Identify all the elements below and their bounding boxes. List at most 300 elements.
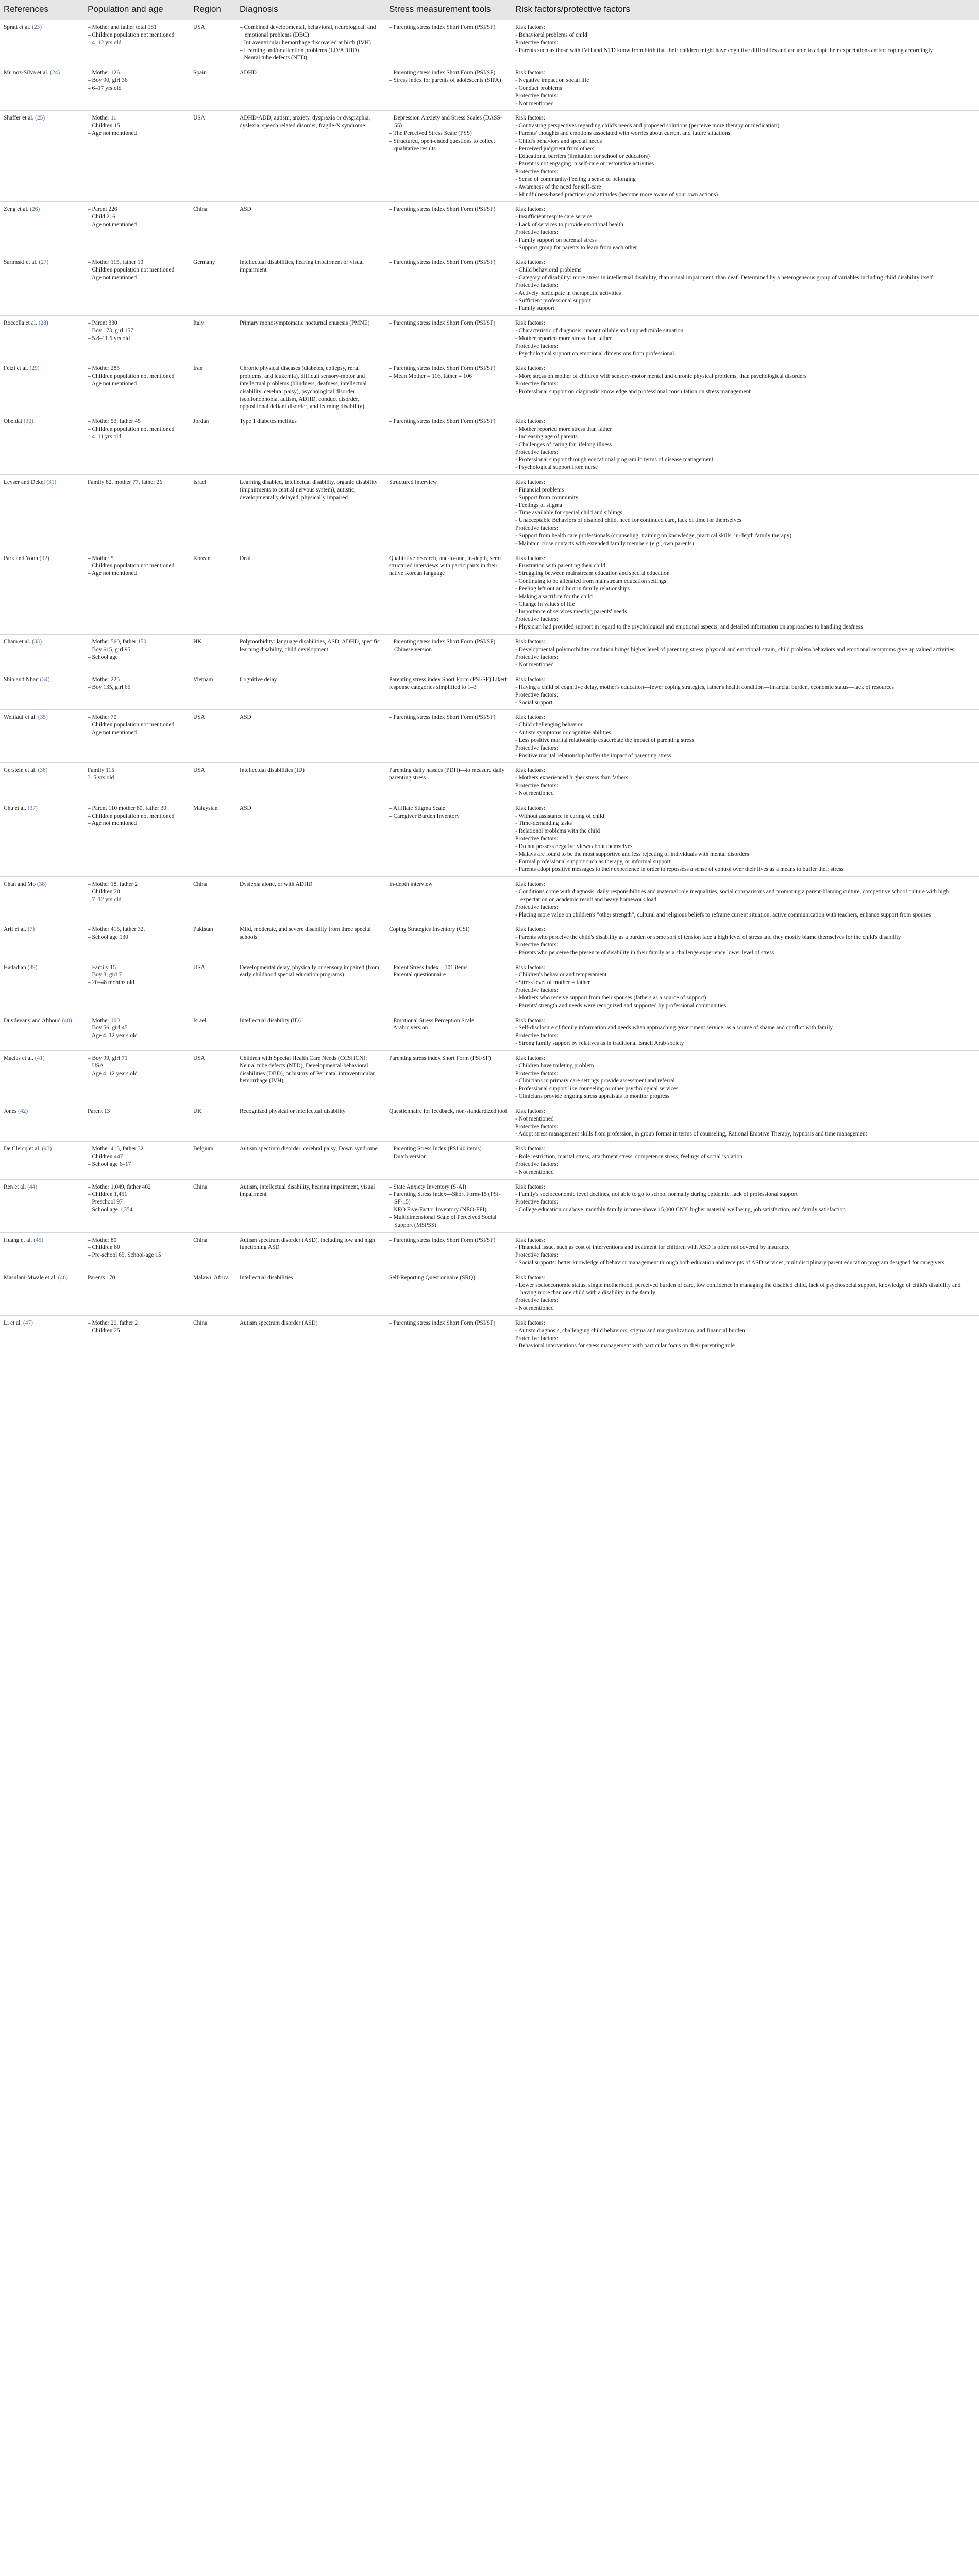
- diagnosis-item: Intellectual disability (ID): [240, 1017, 301, 1024]
- table-row: [0, 1232, 979, 1270]
- factor-item: - College education or above, monthly family income above 15,000 CNY, higher material wellbeing, job satisfaction, and family satisfaction: [515, 1206, 975, 1214]
- factor-item: - Mothers experienced higher stress than fathers: [515, 774, 975, 782]
- cell-reference: [0, 316, 84, 361]
- factor-item: - Clinicians in primary care settings provide assessment and referral: [515, 1077, 975, 1085]
- factor-heading: Protective factors:: [515, 92, 559, 99]
- population-item: – 4–12 yrs old: [88, 39, 186, 47]
- cell-diagnosis: [236, 414, 385, 475]
- diagnosis-item: Deaf: [240, 555, 251, 562]
- factor-item: - Lack of services to provide emotional health: [515, 221, 975, 229]
- factor-item: - Positive marital relationship buffer the impact of parenting stress: [515, 752, 975, 760]
- cell-reference: [0, 1179, 84, 1232]
- cell-population: [84, 1104, 190, 1141]
- cell-region: Vietnam: [190, 672, 236, 710]
- factor-item: - Professional support through educational program in terms of disease management: [515, 456, 975, 464]
- factor-heading: Protective factors:: [515, 1032, 559, 1039]
- factor-item: - Not mentioned: [515, 790, 975, 798]
- cell-diagnosis: [236, 1013, 385, 1050]
- factor-item: - Child behavioral problems: [515, 266, 975, 274]
- factor-item: - Perceived judgment from others: [515, 145, 975, 153]
- cell-population: [84, 1232, 190, 1270]
- cell-reference: [0, 111, 84, 202]
- factor-heading: Protective factors:: [515, 904, 559, 910]
- reference-link[interactable]: (45): [33, 1236, 44, 1243]
- population-item: – Children 80: [88, 1244, 186, 1251]
- population-item: – Mother 11: [88, 114, 186, 122]
- factor-heading: Protective factors:: [515, 1161, 559, 1167]
- factor-heading: Risk factors:: [515, 259, 545, 266]
- population-item: – Mother 285: [88, 365, 186, 372]
- table-row: [0, 710, 979, 763]
- reference-author: Shaffer et al.: [4, 115, 34, 122]
- cell-region: Korean: [190, 551, 236, 634]
- cell-tools: [385, 801, 512, 876]
- factor-item: - Malays are found to be the most supportive and less rejecting of individuals with mental disorders: [515, 851, 975, 858]
- cell-tools: [385, 763, 512, 801]
- cell-population: [84, 551, 190, 634]
- table-row: [0, 1179, 979, 1232]
- cell-diagnosis: [236, 65, 385, 111]
- factor-item: - Mothers who receive support from their spouses (fathers as a source of support): [515, 994, 975, 1002]
- cell-region: Germany: [190, 255, 236, 316]
- reference-link[interactable]: (33): [32, 638, 42, 645]
- reference-link[interactable]: (29): [29, 365, 40, 372]
- cell-tools: [385, 877, 512, 922]
- population-item: – Mother and father total 181: [88, 24, 186, 31]
- cell-factors: [512, 1013, 979, 1050]
- tool-item: – The Perceived Stress Scale (PSS): [389, 130, 508, 138]
- population-item: – Family 15: [88, 964, 186, 972]
- tool-item: – Parent Stress Index—101 items: [389, 964, 508, 972]
- tool-item: – State Anxiety Inventory (S-AI): [389, 1183, 508, 1191]
- factor-item: - Financial issue, such as cost of interventions and treatment for children with ASD is often not covered by insurance: [515, 1244, 975, 1251]
- factor-heading: Protective factors:: [515, 282, 559, 289]
- population-item: – Mother 18, father 2: [88, 880, 186, 888]
- table-row: [0, 1270, 979, 1315]
- population-item: – Children 25: [88, 1327, 186, 1335]
- population-item: – Mother 560, father 150: [88, 638, 186, 646]
- table-row: [0, 763, 979, 801]
- table-header: [0, 0, 979, 20]
- cell-region: Iran: [190, 361, 236, 414]
- tool-item: Parenting daily hassles (PDH)—to measure daily parenting stress: [389, 767, 505, 782]
- reference-author: Hadadian: [4, 964, 26, 971]
- reference-link[interactable]: (43): [42, 1146, 52, 1153]
- cell-tools: [385, 1104, 512, 1141]
- factor-item: - Feelings of stigma: [515, 502, 975, 510]
- reference-link[interactable]: (28): [38, 320, 48, 327]
- cell-diagnosis: [236, 1270, 385, 1315]
- cell-reference: [0, 801, 84, 876]
- factor-item: - Support group for parents to learn from each other: [515, 244, 975, 252]
- tool-item: – Parenting stress index Short Form (PSI/SF): [389, 259, 508, 266]
- cell-region: USA: [190, 1050, 236, 1104]
- cell-factors: [512, 1232, 979, 1270]
- diagnosis-item: Developmental delay, physically or sensory impaired (from early childhood special education programs): [240, 964, 379, 978]
- header-diagnosis: Diagnosis: [236, 0, 385, 20]
- population-item: Parent 13: [88, 1108, 110, 1114]
- cell-factors: [512, 20, 979, 65]
- cell-population: [84, 634, 190, 672]
- factor-item: - Autism diagnosis, challenging child behaviors, stigma and marginalization, and financial burden: [515, 1327, 975, 1335]
- factor-item: - Clinicians provide ongoing stress appraisals to monitor progress: [515, 1093, 975, 1100]
- tool-item: – NEO Five-Factor Inventory (NEO-FFI): [389, 1206, 508, 1214]
- factor-heading: Risk factors:: [515, 1017, 545, 1024]
- population-item: – Mother 70: [88, 714, 186, 721]
- cell-tools: [385, 710, 512, 763]
- factor-item: - Mindfulness-based practices and attitudes (become more aware of your own actions): [515, 191, 975, 199]
- factor-heading: Protective factors:: [515, 343, 559, 349]
- reference-link[interactable]: (38): [37, 881, 47, 888]
- cell-reference: [0, 1315, 84, 1353]
- population-item: – Children population not mentioned: [88, 562, 186, 570]
- reference-author: Park and Yoon: [4, 555, 38, 562]
- population-item: – Boy 135, girl 65: [88, 684, 186, 691]
- cell-diagnosis: [236, 922, 385, 960]
- cell-diagnosis: [236, 255, 385, 316]
- factor-heading: Protective factors:: [515, 1070, 559, 1077]
- factor-item: - Awareness of the need for self-care: [515, 183, 975, 191]
- diagnosis-item: Autism spectrum disorder, cerebral palsy, Down syndrome: [240, 1146, 378, 1153]
- cell-region: China: [190, 1315, 236, 1353]
- reference-link[interactable]: (32): [39, 555, 49, 562]
- cell-factors: [512, 65, 979, 111]
- factor-item: - Children have toileting problem: [515, 1062, 975, 1070]
- tool-item: Parenting stress index Short Form (PSI/SF): [389, 1055, 491, 1061]
- tool-item: – Multidimensional Scale of Perceived Social Support (MSPSS): [389, 1214, 508, 1229]
- reference-link[interactable]: (23): [32, 24, 42, 31]
- cell-region: Malaysian: [190, 801, 236, 876]
- tool-item: – Parenting stress index Short Form (PSI/SF): [389, 69, 508, 77]
- table-row: [0, 361, 979, 414]
- tool-item: – Parenting Stress Index—Short Form-15 (PSI-SF-15): [389, 1191, 508, 1206]
- table-row: [0, 20, 979, 65]
- population-item: – 5.8–11.6 yrs old: [88, 335, 186, 343]
- diagnosis-item: – Neural tube defects (NTD): [240, 54, 382, 62]
- cell-diagnosis: [236, 202, 385, 255]
- tool-item: – Mean Mother = 116, father = 106: [389, 372, 508, 380]
- reference-link[interactable]: (44): [27, 1183, 38, 1190]
- tool-item: – Parenting stress index Short Form (PSI/SF): [389, 365, 508, 372]
- cell-tools: [385, 475, 512, 551]
- table-row: [0, 672, 979, 710]
- diagnosis-item: Type 1 diabetes mellitus: [240, 418, 297, 425]
- cell-factors: [512, 763, 979, 801]
- reference-link[interactable]: (24): [50, 70, 60, 76]
- cell-population: [84, 361, 190, 414]
- cell-diagnosis: [236, 111, 385, 202]
- population-item: – Preschool 97: [88, 1198, 186, 1206]
- reference-link[interactable]: (34): [40, 676, 50, 683]
- factor-heading: Protective factors:: [515, 942, 559, 948]
- factor-item: - Conditions come with diagnosis, daily responsibilities and maternal role inequalities, social comparisons and promoting a parent-blaming culture, competitive school culture with high expectation on academic result and heavy homework load: [515, 888, 975, 904]
- tool-item: – Emotional Stress Perception Scale: [389, 1017, 508, 1025]
- cell-factors: [512, 877, 979, 922]
- population-item: – 6–17 yrs old: [88, 84, 186, 92]
- population-item: – Children 1,451: [88, 1191, 186, 1198]
- population-item: – Age not mentioned: [88, 570, 186, 578]
- factor-item: - Sense of community/Feeling a sense of belonging: [515, 176, 975, 183]
- cell-population: [84, 922, 190, 960]
- factor-item: - Social supports: better knowledge of behavior management through both education and receipts of ASD services, multidisciplinary parent education program designed for caregivers: [515, 1259, 975, 1267]
- factor-item: - Parents such as those with IVH and NTD know from birth that their children might have cognitive difficulties and are able to adapt their expectations and/or coping accordingly: [515, 47, 975, 55]
- diagnosis-item: Autism spectrum disorder (ASD): [240, 1319, 318, 1326]
- diagnosis-item: ASD: [240, 206, 251, 213]
- cell-reference: [0, 361, 84, 414]
- cell-region: HK: [190, 634, 236, 672]
- population-item: – School age: [88, 654, 186, 662]
- cell-region: USA: [190, 111, 236, 202]
- tool-item: – Parenting Stress Index (PSI 40 items): [389, 1145, 508, 1153]
- diagnosis-item: Children with Special Health Care Needs (CCSHCN): Neural tube defects (NTD), Developmental-behavioral disabilities (DBD), or history of Perinatal intraventricular hemorrhage (IVH): [240, 1055, 375, 1084]
- population-item: – Child 216: [88, 213, 186, 221]
- tool-item: – Structured, open-ended questions to collect qualitative results: [389, 138, 508, 153]
- table-row: [0, 414, 979, 475]
- table-row: [0, 960, 979, 1013]
- reference-link[interactable]: (26): [30, 206, 40, 213]
- diagnosis-item: – Combined developmental, behavioral, neurological, and emotional problems (DBC): [240, 24, 382, 39]
- cell-diagnosis: [236, 361, 385, 414]
- cell-factors: [512, 922, 979, 960]
- cell-factors: [512, 634, 979, 672]
- cell-reference: [0, 475, 84, 551]
- population-item: – Children population not mentioned: [88, 266, 186, 274]
- cell-reference: [0, 922, 84, 960]
- factor-item: - Sufficient professional support: [515, 297, 975, 305]
- cell-factors: [512, 1315, 979, 1353]
- reference-author: Mu noz-Silva et al.: [4, 70, 49, 76]
- factor-heading: Protective factors:: [515, 654, 559, 660]
- factor-heading: Protective factors:: [515, 39, 559, 46]
- reference-link[interactable]: (30): [23, 418, 33, 425]
- factor-item: - Child challenging behavior: [515, 721, 975, 729]
- population-item: – Boy 8, girl 7: [88, 971, 186, 979]
- tool-item: – Dutch version: [389, 1153, 508, 1161]
- cell-tools: [385, 1050, 512, 1104]
- factor-heading: Risk factors:: [515, 1319, 545, 1326]
- cell-factors: [512, 414, 979, 475]
- cell-reference: [0, 202, 84, 255]
- cell-factors: [512, 1270, 979, 1315]
- cell-diagnosis: [236, 1050, 385, 1104]
- cell-reference: [0, 414, 84, 475]
- cell-reference: [0, 551, 84, 634]
- reference-author: Chan and Mo: [4, 881, 36, 888]
- factor-item: - Support from health care professionals (counseling, training on knowledge, practical skills, in-depth family therapy): [515, 532, 975, 540]
- factor-item: - Psychological support on emotional dimensions from professional.: [515, 350, 975, 358]
- population-item: Parents 170: [88, 1274, 115, 1281]
- factor-heading: Protective factors:: [515, 1297, 559, 1304]
- tool-item: Qualitative research, one-to-one, in-depth, semi structured interviews with participants in their native Korean language: [389, 555, 501, 577]
- cell-region: Spain: [190, 65, 236, 111]
- diagnosis-item: ADHD: [240, 70, 257, 76]
- tool-item: Questionnaire for feedback, non-standardized tool: [389, 1108, 507, 1114]
- diagnosis-item: Polymorbidity: language disabilities, ASD, ADHD, specific learning disability, child development: [240, 638, 380, 653]
- population-item: – Age not mentioned: [88, 729, 186, 737]
- factor-heading: Risk factors:: [515, 479, 545, 486]
- reference-author: Weitlauf et al.: [4, 714, 37, 721]
- tool-item: – Parenting stress index Short Form (PSI/SF): [389, 319, 508, 327]
- population-item: – School age 6–17: [88, 1161, 186, 1168]
- population-item: – Age not mentioned: [88, 274, 186, 282]
- cell-population: [84, 111, 190, 202]
- population-item: – Mother 225: [88, 676, 186, 684]
- cell-reference: [0, 877, 84, 922]
- population-item: – Age not mentioned: [88, 380, 186, 388]
- population-item: – Mother 126: [88, 69, 186, 77]
- population-item: – Age 4–12 years old: [88, 1070, 186, 1078]
- factor-item: - Time-demanding tasks: [515, 820, 975, 827]
- population-item: – Pre-school 65, School-age 15: [88, 1251, 186, 1259]
- header-tools: Stress measurement tools: [385, 0, 512, 20]
- reference-link[interactable]: (7): [27, 926, 35, 933]
- factor-heading: Risk factors:: [515, 1236, 545, 1243]
- table-row: [0, 634, 979, 672]
- reference-author: Li et al.: [4, 1319, 22, 1326]
- cell-diagnosis: [236, 1142, 385, 1179]
- cell-tools: [385, 202, 512, 255]
- population-item: – Mother 20, father 2: [88, 1319, 186, 1327]
- cell-population: [84, 763, 190, 801]
- factor-item: - Insufficient respite care service: [515, 213, 975, 221]
- reference-author: Huang et al.: [4, 1236, 32, 1243]
- cell-population: [84, 1013, 190, 1050]
- reference-link[interactable]: (46): [58, 1274, 68, 1281]
- population-item: Family 115: [88, 767, 114, 774]
- population-item: – Age not mentioned: [88, 820, 186, 827]
- factor-heading: Protective factors:: [515, 744, 559, 751]
- factor-item: - Physician had provided support in regard to the psychological and emotional aspects, and detailed information on approaches to handling deafness: [515, 623, 975, 631]
- reference-link[interactable]: (25): [35, 115, 45, 122]
- diagnosis-item: – Learning and/or attention problems (LD/ADHD): [240, 47, 382, 55]
- reference-link[interactable]: (42): [18, 1108, 28, 1114]
- population-item: – Age 4–12 years old: [88, 1032, 186, 1040]
- cell-factors: [512, 960, 979, 1013]
- factor-item: - Conduct problems: [515, 84, 975, 92]
- tool-item: Structured interview: [389, 479, 437, 486]
- cell-tools: [385, 960, 512, 1013]
- population-item: – Children population not mentioned: [88, 31, 186, 39]
- diagnosis-item: Mild, moderate, and severe disability from three special schools: [240, 926, 371, 941]
- factor-item: - Family support on parental stress: [515, 236, 975, 244]
- factor-heading: Risk factors:: [515, 365, 545, 372]
- cell-factors: [512, 1050, 979, 1104]
- table-row: [0, 111, 979, 202]
- factor-item: - Parent is not engaging in self-care or restorative activities: [515, 160, 975, 168]
- factor-item: - Maintain close contacts with extended family members (e.g., own parents): [515, 540, 975, 548]
- reference-link[interactable]: (36): [38, 767, 48, 774]
- factor-item: - Financial problems: [515, 486, 975, 494]
- factor-heading: Risk factors:: [515, 964, 545, 971]
- reference-link[interactable]: (47): [23, 1319, 33, 1326]
- cell-population: [84, 414, 190, 475]
- cell-diagnosis: [236, 1104, 385, 1141]
- factor-heading: Risk factors:: [515, 24, 545, 31]
- table-row: [0, 1050, 979, 1104]
- table-row: [0, 255, 979, 316]
- cell-region: China: [190, 877, 236, 922]
- cell-diagnosis: [236, 1315, 385, 1353]
- factor-heading: Risk factors:: [515, 206, 545, 213]
- reference-link[interactable]: (41): [35, 1055, 45, 1061]
- cell-tools: [385, 20, 512, 65]
- cell-tools: [385, 255, 512, 316]
- cell-population: [84, 202, 190, 255]
- cell-reference: [0, 960, 84, 1013]
- population-item: – School age 130: [88, 934, 186, 941]
- factor-item: - Parents who perceive the child's disability as a burden or some sort of tension face a high level of stress and they mostly blame themselves for the child's disability: [515, 934, 975, 941]
- cell-reference: [0, 1232, 84, 1270]
- cell-diagnosis: [236, 475, 385, 551]
- diagnosis-item: Intellectual disabilities, hearing impairment or visual impairment: [240, 259, 364, 274]
- tool-item: – Caregiver Burden Inventory: [389, 812, 508, 820]
- factor-item: - Family's socioeconomic level declines, not able to go to school normally during epidemic, lack of professional support: [515, 1191, 975, 1198]
- factor-item: - Autism symptoms or cognitive abilities: [515, 729, 975, 737]
- reference-link[interactable]: (31): [46, 479, 57, 486]
- reference-link[interactable]: (40): [62, 1017, 72, 1024]
- cell-population: [84, 1142, 190, 1179]
- cell-reference: [0, 672, 84, 710]
- cell-diagnosis: [236, 801, 385, 876]
- factor-heading: Risk factors:: [515, 70, 545, 76]
- cell-region: USA: [190, 710, 236, 763]
- table-body: [0, 20, 979, 1353]
- cell-factors: [512, 710, 979, 763]
- factor-item: - Without assistance in caring of child: [515, 812, 975, 820]
- table-row: [0, 316, 979, 361]
- tool-item: In-depth interview: [389, 881, 433, 888]
- reference-link[interactable]: (35): [38, 714, 48, 721]
- table-row: [0, 1315, 979, 1353]
- population-item: – Age not mentioned: [88, 130, 186, 138]
- factor-item: - Professional support on diagnostic knowledge and professional consultation on stress management: [515, 388, 975, 396]
- population-item: – Boy 56, girl 45: [88, 1024, 186, 1032]
- factor-item: - Educational barriers (limitation for school or educators): [515, 152, 975, 160]
- cell-diagnosis: [236, 634, 385, 672]
- factor-heading: Protective factors:: [515, 1335, 559, 1342]
- cell-population: [84, 710, 190, 763]
- factor-item: - Not mentioned: [515, 100, 975, 108]
- population-item: Family 82, mother 77, father 26: [88, 479, 163, 486]
- factor-item: - Child's behaviors and special needs: [515, 138, 975, 145]
- factor-item: - Not mentioned: [515, 1168, 975, 1176]
- factor-item: - Challenges of caring for lifelong illness: [515, 441, 975, 449]
- population-item: – Mother 1,049, father 402: [88, 1183, 186, 1191]
- reference-link[interactable]: (27): [39, 259, 49, 266]
- cell-region: UK: [190, 1104, 236, 1141]
- reference-author: Shin and Nhan: [4, 676, 39, 683]
- cell-region: Israel: [190, 1013, 236, 1050]
- cell-region: Italy: [190, 316, 236, 361]
- population-item: – Mother 100: [88, 1017, 186, 1025]
- population-item: – Boy 615, girl 95: [88, 646, 186, 654]
- factor-heading: Risk factors:: [515, 881, 545, 888]
- population-item: – Children 447: [88, 1153, 186, 1161]
- factor-item: - Lower socioeconomic status, single motherhood, perceived burden of care, low confidence in managing the disabled child, lack of psychosocial support, knowledge of child's disability and having more than one child with a disability in the family: [515, 1282, 975, 1297]
- population-item: 3–5 yrs old: [88, 775, 114, 782]
- population-item: – Mother 415, father 32: [88, 1145, 186, 1153]
- factor-item: - Actively participate in therapeutic activities: [515, 290, 975, 297]
- factor-item: - Children's behavior and temperament: [515, 971, 975, 979]
- tool-item: – Depression Anxiety and Stress Scales (DASS-55): [389, 114, 508, 130]
- factor-item: - Stress level of mother = father: [515, 979, 975, 987]
- reference-link[interactable]: (37): [27, 805, 38, 811]
- cell-region: USA: [190, 763, 236, 801]
- cell-reference: [0, 255, 84, 316]
- cell-population: [84, 960, 190, 1013]
- factor-item: - Less positive marital relationship exacerbate the impact of parenting stress: [515, 737, 975, 744]
- reference-link[interactable]: (39): [27, 964, 38, 971]
